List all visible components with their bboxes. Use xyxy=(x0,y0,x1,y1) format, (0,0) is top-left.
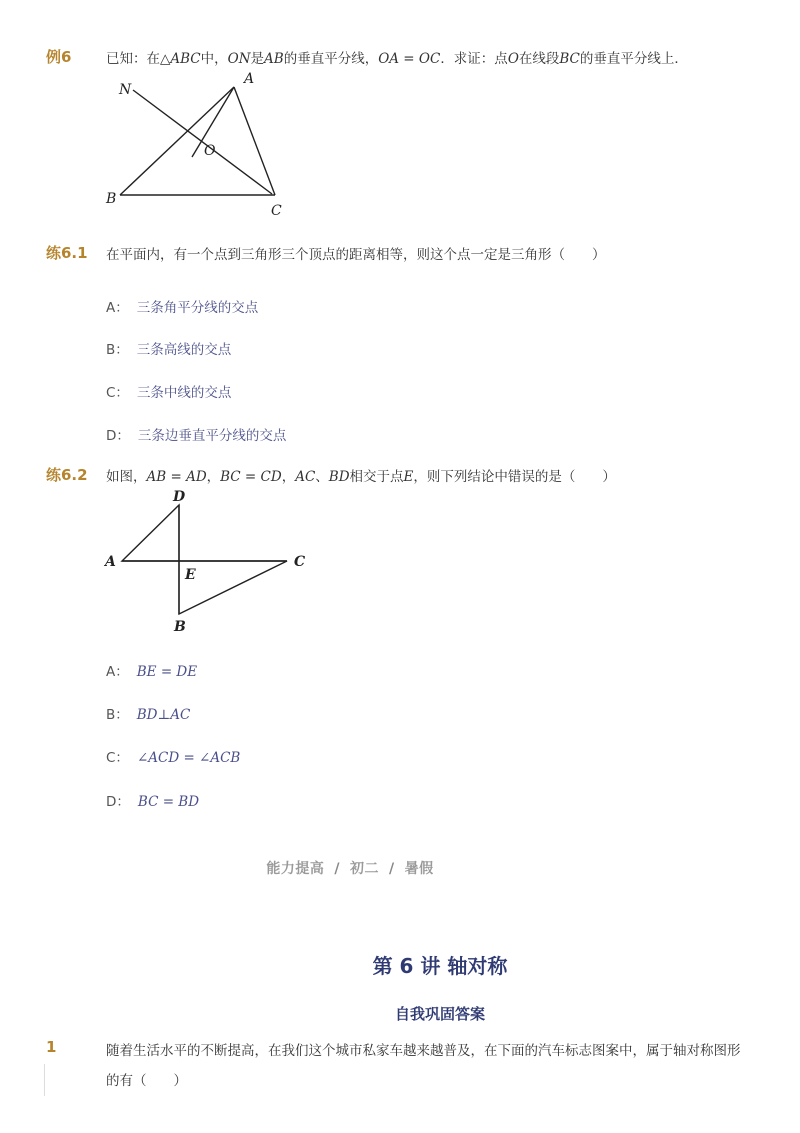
label-b: B xyxy=(106,191,117,207)
question-stem: 如图，AB = AD，BC = CD，AC、BD相交于点E，则下列结论中错误的是（ ） xyxy=(106,469,616,485)
label-c: C xyxy=(271,203,282,219)
example-tag: 例6 xyxy=(46,48,72,66)
margin-rule xyxy=(44,1064,45,1096)
question-number: 1 xyxy=(46,1038,57,1056)
triangle-figure xyxy=(100,68,300,223)
side-a-b xyxy=(120,87,234,195)
line-n-c xyxy=(133,90,272,194)
label-c: C xyxy=(294,554,306,570)
kite-outline xyxy=(122,505,287,614)
label-n: N xyxy=(119,82,132,98)
lesson-title: 第 6 讲 轴对称 xyxy=(372,954,508,978)
page-footer: 能力提高 / 初二 / 暑假 xyxy=(266,861,434,877)
practice-tag: 练6.1 xyxy=(46,244,88,262)
question-text: 随着生活水平的不断提高，在我们这个城市私家车越来越普及，在下面的汽车标志图案中，属于轴对称图形的有（ ） xyxy=(106,1043,741,1089)
option-c: C： ∠ACD = ∠ACB xyxy=(106,750,241,766)
label-e: E xyxy=(185,567,196,583)
example-statement: 已知：在△ABC中，ON是AB的垂直平分线，OA = OC．求证：点O在线段BC的垂直平分线上． xyxy=(106,51,688,67)
kite-figure xyxy=(100,486,320,636)
option-a: A： BE = DE xyxy=(106,664,198,680)
side-a-c xyxy=(234,87,275,195)
label-o: O xyxy=(204,143,216,159)
label-a: A xyxy=(244,71,255,87)
option-b: B： BD⊥AC xyxy=(106,707,191,723)
section-subtitle: 自我巩固答案 xyxy=(394,1005,485,1023)
option-c: C： 三条中线的交点 xyxy=(106,385,232,401)
option-a: A： 三条角平分线的交点 xyxy=(106,300,259,316)
practice-tag: 练6.2 xyxy=(46,466,88,484)
label-a: A xyxy=(105,554,116,570)
option-d: D： BC = BD xyxy=(106,794,200,810)
option-d: D： 三条边垂直平分线的交点 xyxy=(106,428,287,444)
label-b: B xyxy=(174,619,186,635)
question-stem: 在平面内，有一个点到三角形三个顶点的距离相等，则这个点一定是三角形（ ） xyxy=(106,247,606,263)
option-b: B： 三条高线的交点 xyxy=(106,342,232,358)
label-d: D xyxy=(173,489,186,505)
